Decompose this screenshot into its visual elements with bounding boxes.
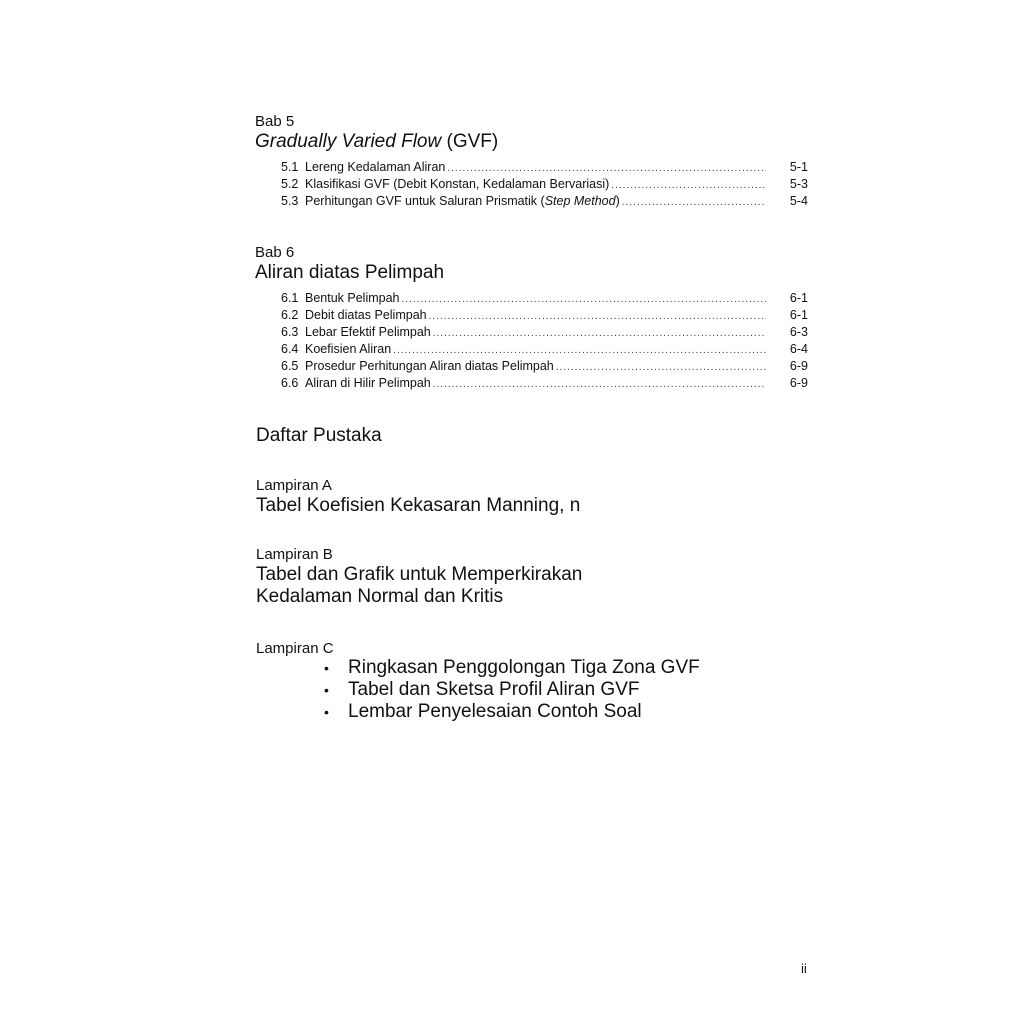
toc-entry-number: 5.2 (281, 177, 299, 191)
toc-entry-6-1[interactable] (281, 290, 808, 307)
toc-entry-number: 6.3 (281, 325, 299, 339)
toc-entry-title: Lereng Kedalaman Aliran (305, 160, 446, 174)
toc-entry-6-3[interactable] (281, 324, 808, 341)
toc-entry-title: Koefisien Aliran (305, 342, 392, 356)
toc-leader-dots (433, 325, 766, 342)
toc-entry-5-1[interactable] (281, 159, 808, 176)
toc-entry-page: 5-4 (789, 194, 808, 208)
toc-entry-title: Debit diatas Pelimpah (305, 308, 427, 322)
toc-entry-title-suffix: ) (615, 194, 620, 208)
appendix-b-label: Lampiran B (256, 546, 333, 563)
chapter-5-title-italic: Gradually Varied Flow (255, 131, 442, 152)
toc-entry-title: Aliran di Hilir Pelimpah (305, 376, 431, 390)
toc-entry-5-2[interactable] (281, 176, 808, 193)
appendix-c-list (324, 657, 700, 723)
chapter-6-title: Aliran diatas Pelimpah (255, 262, 445, 283)
toc-entry-5-3[interactable] (281, 193, 808, 210)
toc-entry-number: 5.1 (281, 160, 299, 174)
toc-entry-number: 6.4 (281, 342, 299, 356)
chapter-5-title-suffix: (GVF) (441, 131, 499, 152)
toc-entry-page: 5-3 (789, 177, 808, 191)
toc-entry-title: Lebar Efektif Pelimpah (305, 325, 431, 339)
chapter-5-label: Bab 5 (255, 113, 295, 130)
toc-entry-page: 6-9 (789, 359, 808, 373)
toc-leader-dots (447, 160, 766, 177)
toc-entry-number: 6.5 (281, 359, 299, 373)
appendix-c-label: Lampiran C (256, 640, 334, 657)
appendix-a-label: Lampiran A (256, 477, 332, 494)
toc-leader-dots (556, 359, 766, 376)
toc-entry-page: 6-1 (789, 308, 808, 322)
toc-leader-dots (393, 342, 766, 359)
chapter-6-toc (281, 290, 808, 392)
toc-entry-number: 5.3 (281, 194, 299, 208)
chapter-6-label: Bab 6 (255, 244, 295, 261)
appendix-a-title[interactable]: Tabel Koefisien Kekasaran Manning, n (256, 495, 581, 516)
toc-leader-dots (429, 308, 766, 325)
bullet-icon: • (324, 704, 329, 720)
toc-entry-page: 6-3 (789, 325, 808, 339)
appendix-c-item-text: Lembar Penyelesaian Contoh Soal (348, 701, 642, 722)
page-number: ii (801, 961, 807, 976)
chapter-5-title (255, 131, 498, 153)
appendix-c-item[interactable] (324, 657, 700, 679)
toc-entry-6-5[interactable] (281, 358, 808, 375)
toc-entry-title: Prosedur Perhitungan Aliran diatas Pelimpah (305, 359, 554, 373)
toc-leader-dots (433, 376, 766, 393)
appendix-c-item-text: Tabel dan Sketsa Profil Aliran GVF (348, 679, 640, 700)
appendix-c-item[interactable] (324, 679, 700, 701)
toc-leader-dots (622, 194, 766, 211)
toc-entry-page: 6-9 (789, 376, 808, 390)
toc-entry-page: 5-1 (789, 160, 808, 174)
toc-entry-number: 6.6 (281, 376, 299, 390)
chapter-5-toc (281, 159, 808, 210)
toc-entry-6-4[interactable] (281, 341, 808, 358)
toc-entry-title: Klasifikasi GVF (Debit Konstan, Kedalaman Bervariasi) (305, 177, 610, 191)
toc-entry-title: Bentuk Pelimpah (305, 291, 400, 305)
toc-leader-dots (611, 177, 766, 194)
appendix-c-item-text: Ringkasan Penggolongan Tiga Zona GVF (348, 657, 700, 678)
toc-entry-title-italic: Step Method (544, 194, 616, 208)
bibliography-heading[interactable]: Daftar Pustaka (256, 425, 382, 446)
bullet-icon: • (324, 682, 329, 698)
toc-entry-page: 6-1 (789, 291, 808, 305)
toc-entry-number: 6.1 (281, 291, 299, 305)
toc-entry-page: 6-4 (789, 342, 808, 356)
appendix-b-title-line1[interactable]: Tabel dan Grafik untuk Memperkirakan (256, 564, 583, 585)
toc-entry-6-2[interactable] (281, 307, 808, 324)
toc-entry-number: 6.2 (281, 308, 299, 322)
appendix-c-item[interactable] (324, 701, 700, 723)
toc-entry-title (305, 193, 622, 210)
toc-leader-dots (402, 291, 766, 308)
bullet-icon: • (324, 660, 329, 676)
toc-entry-6-6[interactable] (281, 375, 808, 392)
appendix-b-title-line2[interactable]: Kedalaman Normal dan Kritis (256, 586, 504, 607)
toc-entry-title-prefix: Perhitungan GVF untuk Saluran Prismatik ( (305, 194, 545, 208)
